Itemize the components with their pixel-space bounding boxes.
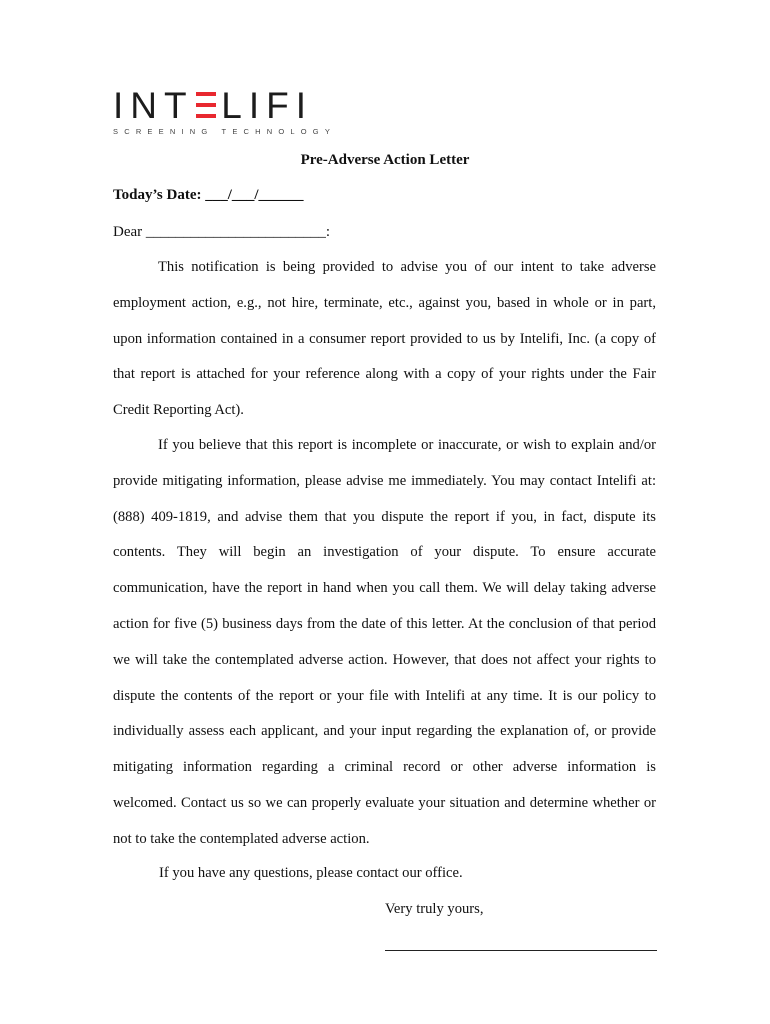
salutation: Dear ________________________:	[113, 224, 331, 240]
paragraph-intent-text: This notification is being provided to advise you of our intent to take adverse employment action, e.g., not hire, terminate, etc., against you, based in whole or in part, upon information contained in a consumer report provided to us by Intelifi, Inc. (a copy of that report is attached for your reference along with a copy of your rights under the Fair Credit Reporting Act).	[113, 259, 656, 419]
letter-title: Pre-Adverse Action Letter	[300, 152, 470, 168]
logo-wordmark-suffix: LIFI	[221, 84, 313, 126]
paragraph-questions: If you have any questions, please contact our office.	[159, 865, 463, 881]
paragraph-intent	[113, 250, 656, 429]
signature-line	[385, 950, 657, 951]
logo-e-bars-icon	[194, 90, 215, 120]
paragraph-dispute	[113, 428, 656, 858]
logo-tagline: SCREENING TECHNOLOGY	[113, 127, 337, 136]
date-line: Today’s Date: ___/___/______	[113, 187, 304, 203]
intelifi-logo	[113, 84, 337, 136]
logo-wordmark-prefix: INT	[113, 84, 194, 126]
closing: Very truly yours,	[385, 901, 484, 917]
paragraph-dispute-text: If you believe that this report is incomplete or inaccurate, or wish to explain and/or provide mitigating information, please advise me immediately. You may contact Intelifi at: (888) 409-1819, and advise them that you dispute the report if you, in fact, dispute its contents. They will begin an investigation of your dispute. To ensure accurate communication, have the report in hand when you call them. We will delay taking adverse action for five (5) business days from the date of this letter. At the conclusion of that period we will take the contemplated adverse action. However, that does not affect your rights to dispute the contents of the report or your file with Intelifi at any time. It is our policy to individually assess each applicant, and your input regarding the explanation of, or provide mitigating information regarding a criminal record or other adverse information is welcomed. Contact us so we can properly evaluate your situation and determine whether or not to take the contemplated adverse action.	[113, 437, 656, 847]
logo-wordmark	[113, 86, 313, 124]
